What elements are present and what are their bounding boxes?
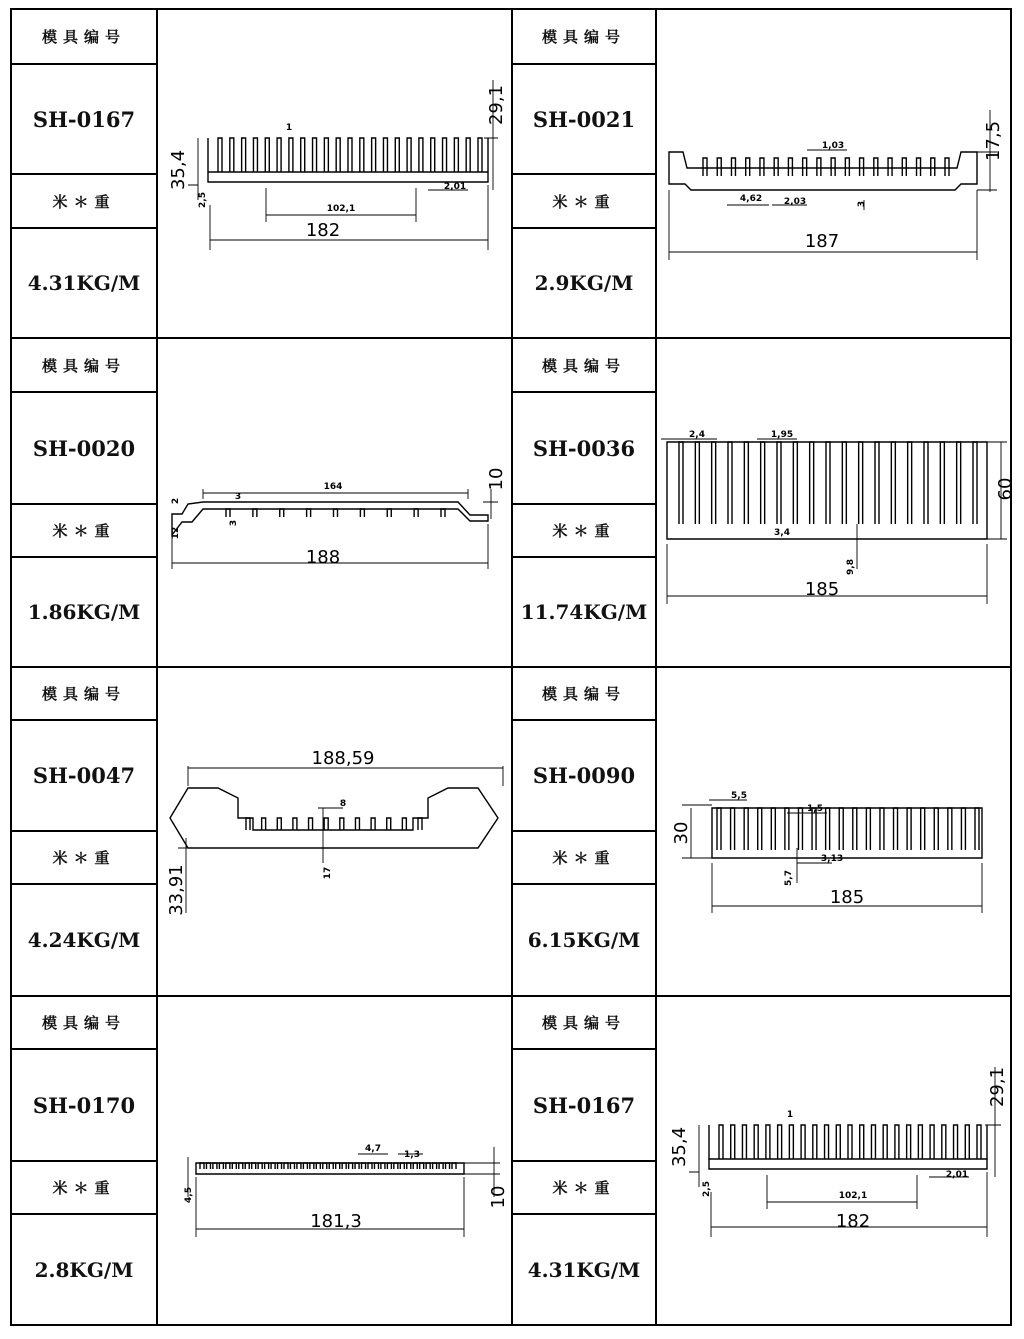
fin: [975, 808, 979, 850]
mold-number-header: 模具编号: [541, 356, 626, 375]
fin: [371, 818, 375, 830]
dim-edge: 2,4: [689, 430, 705, 440]
fin: [374, 1163, 378, 1169]
fin: [825, 1125, 829, 1159]
fin: [924, 442, 928, 524]
fin: [360, 138, 364, 172]
fin: [788, 158, 792, 176]
fin: [303, 1163, 307, 1169]
dim-fin: 1,5: [807, 804, 823, 814]
fin: [813, 1125, 817, 1159]
fin: [866, 808, 870, 850]
profile-code: SH-0167: [532, 1092, 636, 1118]
fin: [407, 1163, 411, 1169]
mold-number-header: 模具编号: [541, 1014, 626, 1032]
fin: [859, 442, 863, 524]
fin: [372, 138, 376, 172]
fin: [931, 158, 935, 176]
fin: [871, 1125, 875, 1159]
dim-overall-height: 29,1: [486, 84, 507, 126]
dim-width: 182: [835, 1211, 871, 1232]
fin: [454, 138, 458, 172]
dim-edge: 5,5: [731, 791, 747, 801]
fin: [908, 442, 912, 524]
fin: [875, 442, 879, 524]
fin: [213, 1163, 217, 1169]
profile-code: SH-0047: [32, 763, 136, 788]
fin: [771, 808, 775, 850]
fin: [323, 1163, 327, 1169]
dim-gap: 3,13: [820, 854, 844, 864]
fin: [206, 1163, 210, 1169]
fin: [446, 1163, 450, 1169]
weight-header: 米＊重: [552, 849, 616, 867]
dim-base: 5,7: [784, 870, 794, 886]
profile-code: SH-0170: [32, 1092, 136, 1118]
fin: [760, 158, 764, 176]
fin: [289, 138, 293, 172]
dim-fin: 1: [786, 1110, 794, 1120]
fin: [284, 1163, 288, 1169]
fin: [874, 158, 878, 176]
fin: [414, 509, 418, 517]
fin: [853, 808, 857, 850]
fin: [394, 1163, 398, 1169]
fin: [219, 1163, 223, 1169]
fin: [831, 158, 835, 176]
fin: [942, 1125, 946, 1159]
fin: [413, 1163, 417, 1169]
fin: [934, 808, 938, 850]
fin: [717, 158, 721, 176]
fin-group: [679, 442, 977, 524]
dim-gap2: 2,03: [783, 197, 807, 207]
mold-number-header: 模具编号: [41, 1014, 126, 1032]
dim-fin: 1,03: [821, 141, 845, 151]
fin: [200, 1163, 204, 1169]
fin: [383, 138, 387, 172]
dim-inner: 164: [323, 482, 343, 492]
profile-code: SH-0036: [532, 435, 636, 461]
fin: [297, 1163, 301, 1169]
fin: [812, 808, 816, 850]
fin: [441, 509, 445, 517]
fin: [883, 1125, 887, 1159]
profile-code: SH-0167: [32, 106, 136, 132]
fin: [301, 138, 305, 172]
dim-gap: 3,4: [774, 528, 790, 538]
dim-depth: 17: [323, 866, 333, 880]
fin: [774, 158, 778, 176]
profile-weight: 2.9KG/M: [534, 271, 634, 295]
fin: [810, 442, 814, 524]
fin: [439, 1163, 443, 1169]
fin: [290, 1163, 294, 1169]
dim-height: 17,5: [983, 120, 1004, 162]
fin: [265, 138, 269, 172]
fin: [277, 818, 281, 830]
product-table: [10, 8, 1016, 1326]
fin: [253, 509, 257, 517]
fin: [418, 818, 422, 830]
fin: [443, 138, 447, 172]
fin: [478, 138, 482, 172]
dim-height: 35,4: [168, 149, 189, 191]
fin: [742, 1125, 746, 1159]
fin: [313, 138, 317, 172]
profile-outline: [709, 1159, 987, 1169]
weight-header: 米＊重: [52, 522, 116, 540]
fin-group: [246, 818, 422, 830]
fin: [744, 442, 748, 524]
dim-width: 182: [305, 220, 341, 241]
fin: [360, 509, 364, 517]
fin: [329, 1163, 333, 1169]
fin: [340, 818, 344, 830]
fin: [719, 1125, 723, 1159]
fin: [280, 509, 284, 517]
profile-drawing: [657, 339, 1016, 666]
fin: [387, 509, 391, 517]
fin: [218, 138, 222, 172]
profile-drawing: [657, 668, 1010, 995]
fin: [402, 818, 406, 830]
fin: [777, 442, 781, 524]
fin: [728, 442, 732, 524]
fin: [758, 808, 762, 850]
fin: [954, 1125, 958, 1159]
fin: [230, 138, 234, 172]
fin: [355, 1163, 359, 1169]
fin: [712, 442, 716, 524]
fin: [253, 138, 257, 172]
profile-weight: 11.74KG/M: [520, 600, 648, 624]
dim-width: 188,59: [311, 748, 375, 769]
dim-base: 4,5: [184, 1187, 194, 1203]
fin: [262, 818, 266, 830]
fin: [242, 138, 246, 172]
fin: [316, 1163, 320, 1169]
fin: [324, 138, 328, 172]
fin: [433, 1163, 437, 1169]
fin: [342, 1163, 346, 1169]
fin-group: [226, 509, 445, 517]
fin: [466, 138, 470, 172]
profile-drawing: [158, 339, 510, 666]
fin: [842, 442, 846, 524]
profile-code: SH-0020: [32, 435, 136, 461]
fin: [731, 1125, 735, 1159]
profile-weight: 2.8KG/M: [34, 1257, 134, 1282]
mold-number-header: 模具编号: [41, 28, 126, 46]
fin: [803, 158, 807, 176]
fin: [817, 158, 821, 176]
profile-outline: [712, 808, 982, 858]
fin: [679, 442, 683, 524]
weight-header: 米＊重: [552, 522, 616, 540]
dim-edge: 12: [171, 526, 181, 540]
fin: [789, 1125, 793, 1159]
dim-fin: 3: [234, 492, 242, 502]
fin: [766, 1125, 770, 1159]
fin: [860, 158, 864, 176]
fin: [431, 138, 435, 172]
fin: [921, 808, 925, 850]
fin: [271, 1163, 275, 1169]
profile-code: SH-0090: [532, 763, 636, 788]
fin: [307, 509, 311, 517]
fin: [778, 1125, 782, 1159]
profile-code: SH-0021: [532, 106, 636, 132]
dim-slot: 2,01: [945, 1170, 969, 1180]
fin-group: [218, 138, 482, 172]
fin: [336, 138, 340, 172]
fin: [754, 1125, 758, 1159]
mold-number-header: 模具编号: [541, 685, 626, 703]
weight-header: 米＊重: [552, 1179, 616, 1197]
weight-header: 米＊重: [52, 192, 116, 211]
fin: [362, 1163, 366, 1169]
fin: [965, 1125, 969, 1159]
fin: [368, 1163, 372, 1169]
fin-group: [719, 1125, 981, 1159]
fin: [226, 509, 230, 517]
fin: [957, 442, 961, 524]
dim-height: 33,91: [166, 864, 187, 916]
fin: [278, 1163, 282, 1169]
fin: [731, 158, 735, 176]
dim-overall-height: 29,1: [987, 1066, 1008, 1108]
fin: [277, 138, 281, 172]
fin: [930, 1125, 934, 1159]
dim-gap: 4,62: [739, 194, 763, 204]
fin: [245, 1163, 249, 1169]
mold-number-header: 模具编号: [41, 356, 126, 375]
profile-drawing: [158, 10, 510, 337]
fin: [793, 442, 797, 524]
fin: [836, 1125, 840, 1159]
dim-fin: 4,7: [365, 1144, 381, 1154]
fin: [895, 1125, 899, 1159]
fin: [945, 158, 949, 176]
fin: [717, 808, 721, 850]
fin-group: [200, 1163, 456, 1169]
fin: [961, 808, 965, 850]
fin: [324, 818, 328, 830]
fin: [902, 158, 906, 176]
dim-width: 181,3: [310, 1211, 362, 1232]
fin-group: [717, 808, 979, 850]
fin: [239, 1163, 243, 1169]
dim-step: 2: [171, 497, 181, 505]
fin: [226, 1163, 230, 1169]
fin: [973, 442, 977, 524]
fin: [419, 138, 423, 172]
fin: [452, 1163, 456, 1169]
mold-number-header: 模具编号: [41, 685, 126, 703]
dim-fin: 1: [285, 123, 293, 133]
fin: [894, 808, 898, 850]
fin: [801, 1125, 805, 1159]
weight-header: 米＊重: [552, 192, 616, 211]
profile-outline: [208, 172, 488, 182]
fin: [880, 808, 884, 850]
fin: [293, 818, 297, 830]
dim-fin-height: 3: [229, 519, 239, 527]
fin: [798, 808, 802, 850]
fin: [310, 1163, 314, 1169]
fin: [977, 1125, 981, 1159]
dim-width: 185: [829, 887, 865, 908]
fin: [860, 1125, 864, 1159]
profile-weight: 6.15KG/M: [527, 928, 641, 952]
dim-height: 60: [995, 477, 1016, 501]
profile-drawing: [657, 997, 1010, 1324]
dim-width: 185: [804, 579, 840, 600]
dim-height: 10: [486, 467, 507, 491]
fin: [348, 138, 352, 172]
dim-slot: 2,01: [443, 182, 467, 192]
fin: [826, 808, 830, 850]
dim-inner: 102,1: [838, 1191, 868, 1201]
fin: [334, 509, 338, 517]
fin: [746, 158, 750, 176]
dim-base: 2,5: [198, 192, 208, 208]
dim-slot: 8: [339, 799, 347, 809]
profile-drawing: [657, 10, 1010, 337]
weight-header: 米＊重: [52, 1179, 116, 1197]
dim-fin: 1,95: [770, 430, 794, 440]
profile-outline: [172, 502, 488, 535]
fin: [907, 1125, 911, 1159]
fin: [349, 1163, 353, 1169]
weight-header: 米＊重: [52, 849, 116, 867]
fin: [948, 808, 952, 850]
dim-gap: 1,3: [404, 1150, 420, 1160]
fin: [888, 158, 892, 176]
profile-outline: [170, 788, 498, 848]
dim-height: 30: [671, 821, 692, 845]
fin: [839, 808, 843, 850]
fin: [695, 442, 699, 524]
fin: [703, 158, 707, 176]
fin: [258, 1163, 262, 1169]
fin: [845, 158, 849, 176]
fin: [232, 1163, 236, 1169]
fin: [400, 1163, 404, 1169]
fin: [785, 808, 789, 850]
profile-drawing: [158, 997, 510, 1324]
mold-number-header: 模具编号: [541, 28, 626, 46]
dim-height: 35,4: [669, 1126, 690, 1168]
fin: [381, 1163, 385, 1169]
fin: [761, 442, 765, 524]
fin: [891, 442, 895, 524]
profile-weight: 1.86KG/M: [27, 600, 141, 624]
fin: [744, 808, 748, 850]
dim-height: 10: [488, 1185, 509, 1209]
fin: [907, 808, 911, 850]
fin: [826, 442, 830, 524]
fin: [387, 818, 391, 830]
fin: [940, 442, 944, 524]
fin: [387, 1163, 391, 1169]
dim-width: 188: [305, 547, 341, 568]
fin: [848, 1125, 852, 1159]
fin: [407, 138, 411, 172]
fin: [426, 1163, 430, 1169]
dim-base: 2,5: [702, 1181, 712, 1197]
fin: [309, 818, 313, 830]
fin: [336, 1163, 340, 1169]
fin: [395, 138, 399, 172]
dim-base: 9,8: [846, 559, 856, 575]
fin: [246, 818, 250, 830]
fin: [918, 1125, 922, 1159]
profile-drawing: [158, 668, 510, 995]
fin: [731, 808, 735, 850]
fin: [265, 1163, 269, 1169]
profile-weight: 4.31KG/M: [527, 1257, 641, 1282]
fin: [917, 158, 921, 176]
profile-weight: 4.31KG/M: [27, 271, 141, 295]
fin: [420, 1163, 424, 1169]
dim-inner: 102,1: [326, 204, 356, 214]
dim-width: 187: [804, 231, 840, 252]
dim-base: 3: [857, 200, 867, 208]
fin: [355, 818, 359, 830]
fin-group: [703, 158, 949, 176]
profile-weight: 4.24KG/M: [27, 928, 141, 952]
fin: [252, 1163, 256, 1169]
